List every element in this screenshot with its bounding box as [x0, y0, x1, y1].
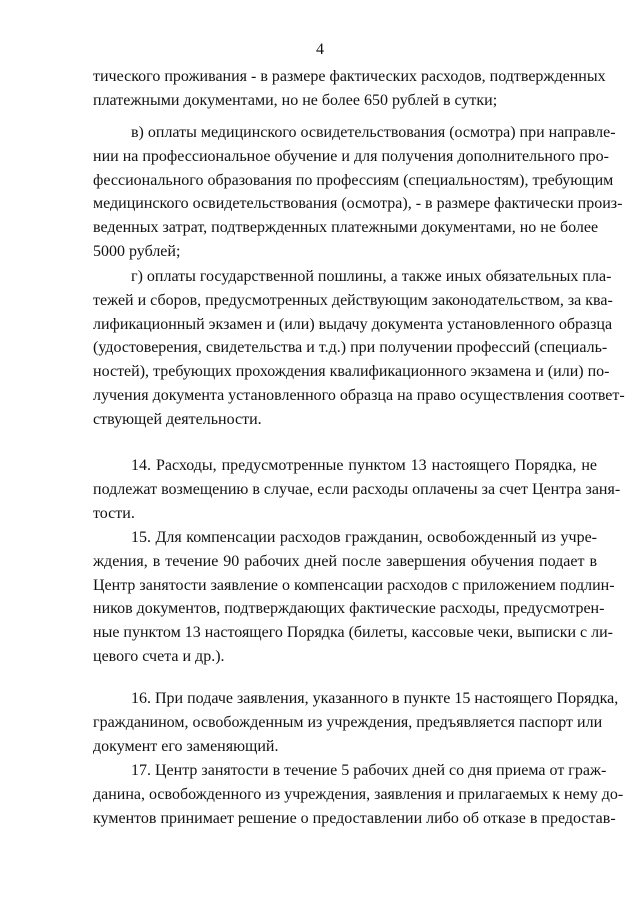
paragraph-g-line-4: (удостоверения, свидетельства и т.д.) при получении профессий (специаль- — [93, 339, 608, 356]
paragraph-g-line-7: ствующей деятельности. — [93, 411, 262, 428]
paragraph-v-line-5: веденных затрат, подтвержденных платежными документами, но не более — [93, 219, 599, 236]
page-number: 4 — [316, 41, 324, 58]
paragraph-p15-line-2: ждения, в течение 90 рабочих дней после завершения обучения подает в — [93, 553, 597, 570]
paragraph-p16-line-2: гражданином, освобожденным из учреждения, предъявляется паспорт или — [93, 714, 603, 731]
paragraph-p15-line-6: цевого счета и др.). — [93, 648, 225, 665]
paragraph-p15-line-5: ные пунктом 13 настоящего Порядка (билеты, кассовые чеки, выписки с ли- — [93, 624, 614, 641]
paragraph-p15-line-1: 15. Для компенсации расходов гражданин, освобожденный из учре- — [131, 529, 597, 546]
paragraph-g-line-5: ностей), требующих прохождения квалификационного экзамена и (или) по- — [93, 363, 610, 380]
paragraph-g-line-2: тежей и сборов, предусмотренных действующим законодательством, за ква- — [93, 292, 613, 309]
paragraph-p16-line-1: 16. При подаче заявления, указанного в пункте 15 настоящего Порядка, — [131, 690, 619, 707]
paragraph-cont-line-2: платежными документами, но не более 650 рублей в сутки; — [93, 92, 498, 109]
paragraph-g-line-3: лификационный экзамен и (или) выдачу документа установленного образца — [93, 316, 613, 333]
paragraph-p14-line-3: тости. — [93, 505, 135, 522]
paragraph-p15-line-3: Центр занятости заявление о компенсации расходов с приложением подлин- — [93, 577, 615, 594]
paragraph-p14-line-1: 14. Расходы, предусмотренные пунктом 13 настоящего Порядка, не — [131, 457, 597, 474]
paragraph-cont-line-1: тического проживания - в размере фактических расходов, подтвержденных — [93, 68, 606, 85]
paragraph-g-line-6: лучения документа установленного образца на право осуществления соответ- — [93, 387, 625, 404]
paragraph-v-line-1: в) оплаты медицинского освидетельствования (осмотра) при направле- — [131, 124, 616, 141]
paragraph-p15-line-4: ников документов, подтверждающих фактические расходы, предусмотрен- — [93, 600, 605, 617]
paragraph-v-line-2: нии на профессиональное обучение и для получения дополнительного про- — [93, 148, 610, 165]
paragraph-p17-line-1: 17. Центр занятости в течение 5 рабочих дней со дня приема от граж- — [131, 762, 607, 779]
paragraph-v-line-3: фессионального образования по профессиям (специальностям), требующим — [93, 172, 614, 189]
paragraph-v-line-4: медицинского освидетельствования (осмотра), - в размере фактически произ- — [93, 195, 623, 212]
paragraph-v-line-6: 5000 рублей; — [93, 243, 181, 260]
paragraph-p16-line-3: документ его заменяющий. — [93, 738, 279, 755]
paragraph-p17-line-3: кументов принимает решение о предоставлении либо об отказе в предостав- — [93, 810, 616, 827]
paragraph-p14-line-2: подлежат возмещению в случае, если расходы оплачены за счет Центра заня- — [93, 481, 621, 498]
paragraph-g-line-1: г) оплаты государственной пошлины, а также иных обязательных пла- — [131, 268, 612, 285]
paragraph-p17-line-2: данина, освобожденного из учреждения, заявления и прилагаемых к нему до- — [93, 786, 624, 803]
